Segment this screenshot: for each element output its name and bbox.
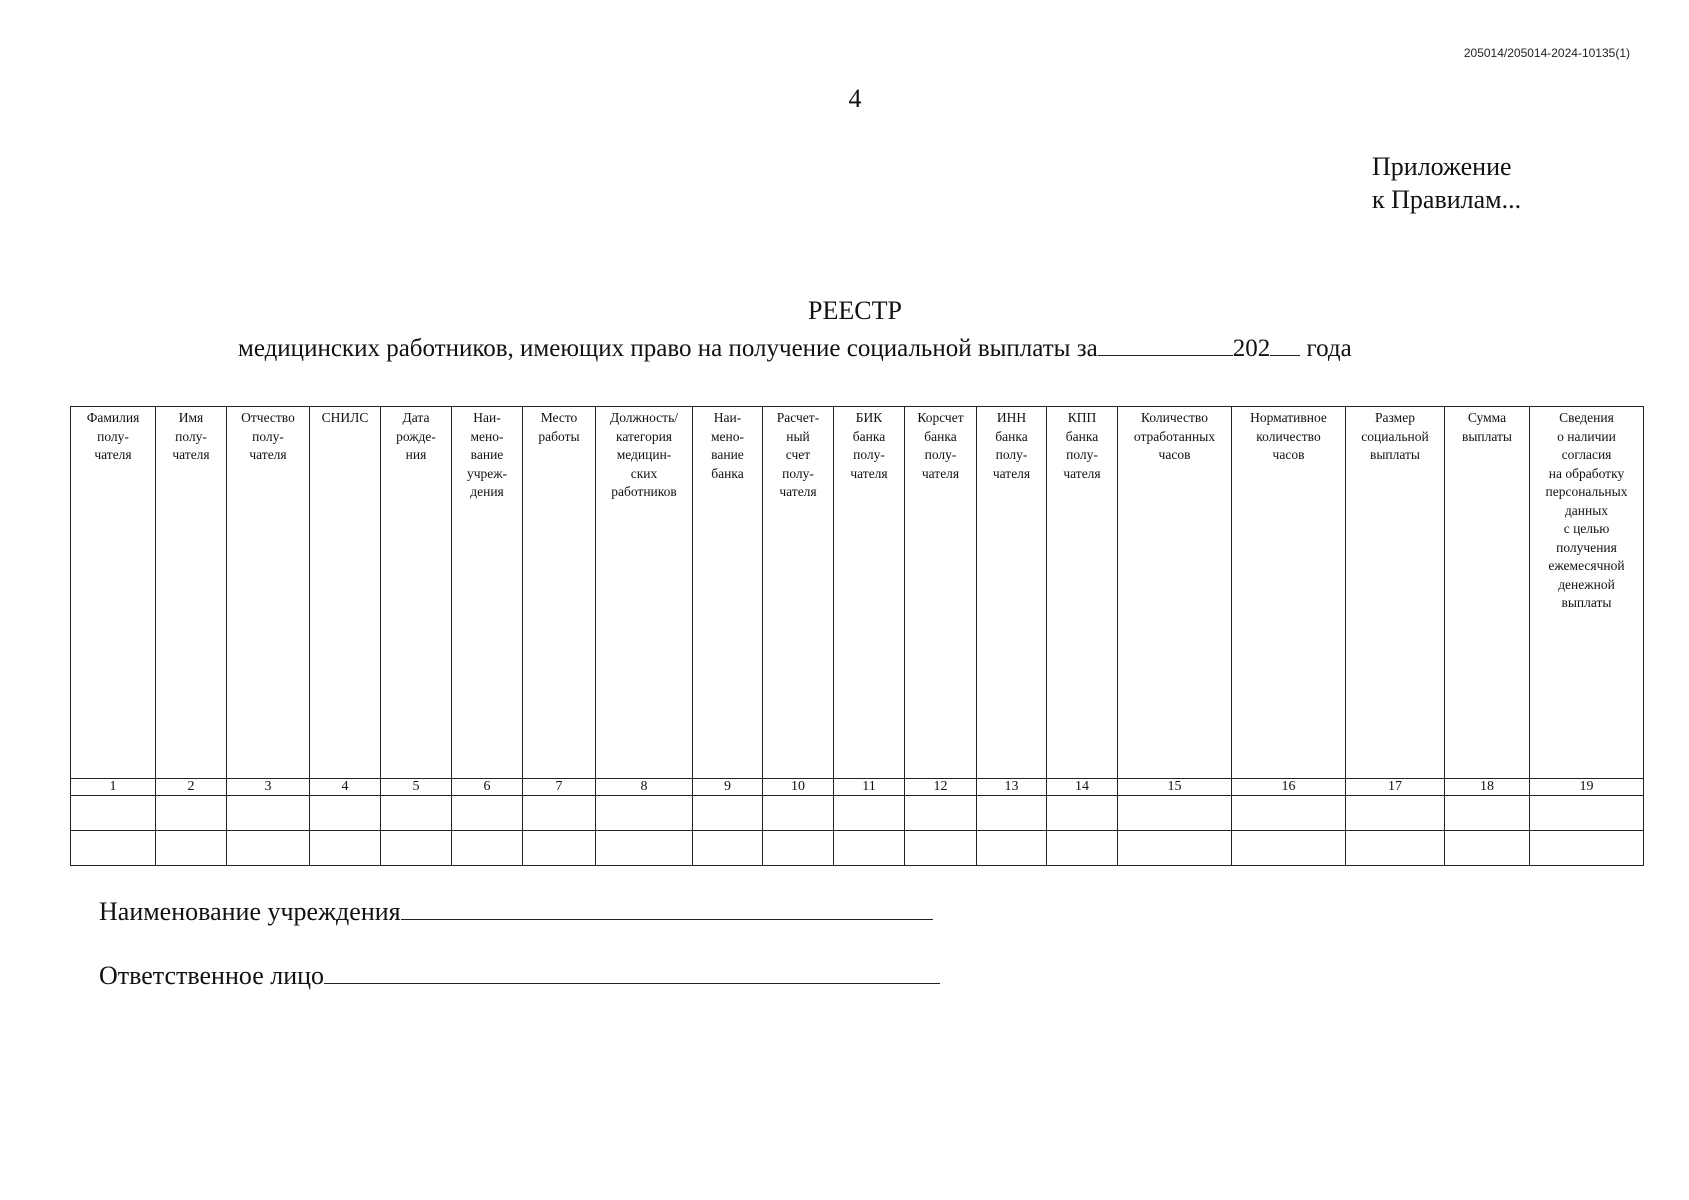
table-cell[interactable] [1346,796,1445,831]
column-number: 17 [1346,779,1445,796]
column-number: 11 [834,779,905,796]
column-header [452,407,523,779]
appendix-line: к Правилам... [1372,185,1522,214]
column-header-line: Сведения [1559,410,1614,425]
table-cell[interactable] [1118,796,1232,831]
table-cell[interactable] [452,831,523,866]
column-header-line: Наи- [473,410,501,425]
column-header-line: полу- [853,447,885,462]
table-cell[interactable] [381,831,452,866]
table-cell[interactable] [1530,796,1644,831]
column-header-line: дения [470,484,504,499]
column-number: 13 [977,779,1047,796]
column-header-line: чателя [779,484,817,499]
table-cell[interactable] [227,796,310,831]
column-header-line: Нормативное [1250,410,1327,425]
column-header-line: банка [1065,428,1099,444]
column-header-line: чателя [921,465,960,481]
column-header-line: чателя [172,447,210,462]
column-header-line: Имя [178,410,204,425]
column-header-line: количество [1256,428,1321,444]
appendix-note [1372,150,1521,216]
column-header-line: полу- [97,428,129,444]
column-header-line: работы [538,428,580,444]
column-header [977,407,1047,779]
column-header [227,407,310,779]
column-header-line: чателя [850,465,888,481]
column-header-line: чателя [249,447,287,462]
column-number: 14 [1047,779,1118,796]
column-header-line: чателя [992,465,1031,481]
column-header-line: вание [470,447,504,462]
column-header-line: полу- [252,428,284,444]
table-cell[interactable] [156,796,227,831]
subtitle-suffix: года [1306,335,1352,362]
column-header [1445,407,1530,779]
column-header [763,407,834,779]
column-header-line: категория [615,428,673,444]
subtitle-text: медицинских работников, имеющих право на получение социальной выплаты за [238,335,1098,362]
table-cell[interactable] [977,831,1047,866]
column-header-line: на обработку [1548,465,1625,481]
column-header-line: учреж- [466,465,508,481]
table-cell[interactable] [310,831,381,866]
column-header-line: чателя [94,447,132,462]
table-cell[interactable] [1232,796,1346,831]
table-cell[interactable] [71,831,156,866]
column-header-line: ный [786,428,810,444]
table-cell[interactable] [834,831,905,866]
column-header-line: Должность/ [610,410,678,425]
column-header-line: ских [630,465,658,481]
column-header-line: Место [540,410,578,425]
table-cell[interactable] [71,796,156,831]
column-header-line: Отчество [241,410,295,425]
responsible-field [99,957,940,991]
column-header-line: мено- [470,428,504,444]
column-header-line: БИК [855,410,883,425]
column-header-line: полу- [175,428,207,444]
table-cell[interactable] [310,796,381,831]
column-number: 18 [1445,779,1530,796]
table-cell[interactable] [1346,831,1445,866]
column-number: 12 [905,779,977,796]
table-cell[interactable] [381,796,452,831]
table-cell[interactable] [523,831,596,866]
column-header [381,407,452,779]
table-cell[interactable] [596,796,693,831]
column-number: 1 [71,779,156,796]
column-header-line: рожде- [396,428,436,444]
institution-field [99,893,933,927]
column-header-line: полу- [1066,447,1098,462]
table-cell[interactable] [763,796,834,831]
table-cell[interactable] [227,831,310,866]
column-header-line: выплаты [1461,428,1513,444]
column-header-line: о наличии [1557,428,1616,444]
column-number: 6 [452,779,523,796]
appendix-line: Приложение [1372,152,1512,181]
column-number: 9 [693,779,763,796]
responsible-label: Ответственное лицо [99,961,325,990]
column-header-line: выплаты [1561,595,1612,610]
column-header-line: согласия [1561,447,1612,462]
column-header-line: отработанных [1133,428,1216,444]
table-cell[interactable] [1530,831,1644,866]
column-header [1232,407,1346,779]
column-number: 5 [381,779,452,796]
table-cell[interactable] [905,796,977,831]
column-number: 19 [1530,779,1644,796]
column-header-line: банка [924,428,957,444]
column-header-line: Расчет- [776,410,820,425]
column-header-line: полу- [924,447,957,462]
year-prefix: 202 [1232,335,1271,362]
document-subtitle [238,333,1352,363]
column-header-line: социальной [1361,428,1429,444]
column-header-line: работников [611,484,677,499]
document-id: 205014/205014-2024-10135(1) [1463,46,1630,60]
table-cell[interactable] [1445,796,1530,831]
table-cell[interactable] [834,796,905,831]
table-cell[interactable] [452,796,523,831]
column-header-line: Количество [1141,410,1208,425]
column-number: 10 [763,779,834,796]
table-cell[interactable] [523,796,596,831]
column-header-line: вание [711,447,744,462]
table-cell[interactable] [596,831,693,866]
institution-label: Наименование учреждения [99,897,401,926]
column-header-line: банка [711,465,744,481]
column-header-line: КПП [1067,410,1097,425]
table-cell[interactable] [1232,831,1346,866]
column-header-line: счет [785,447,811,462]
column-header-line: с целью [1563,521,1610,536]
column-header-line: банка [995,428,1028,444]
column-header [1118,407,1232,779]
column-header-line: чателя [1063,465,1101,481]
column-header-line: часов [1272,447,1305,462]
table-cell[interactable] [693,796,763,831]
column-header-line: медицин- [616,447,672,462]
column-header-line: ния [405,447,427,462]
column-header-line: Сумма [1467,410,1507,425]
column-header-line: часов [1158,447,1191,462]
column-header-line: СНИЛС [321,410,369,425]
column-header-line: полу- [782,465,814,481]
column-header-line: Фамилия [86,410,140,425]
column-number: 8 [596,779,693,796]
column-header [71,407,156,779]
table-cell[interactable] [977,796,1047,831]
registry-table [70,406,1644,866]
column-header [1047,407,1118,779]
table-cell[interactable] [1047,796,1118,831]
column-header-line: банка [852,428,886,444]
table-cell[interactable] [1118,831,1232,866]
column-header-line: выплаты [1369,447,1421,462]
table-cell[interactable] [693,831,763,866]
table-cell[interactable] [1047,831,1118,866]
column-header-line: ИНН [996,410,1027,425]
month-blank [1098,333,1233,356]
column-header-line: получения [1556,539,1617,555]
column-header [596,407,693,779]
column-header-line: мено- [710,428,744,444]
table-row [71,796,1644,831]
table-header-row [71,407,1644,779]
page-number: 4 [848,84,862,113]
column-number: 15 [1118,779,1232,796]
document-title: РЕЕСТР [808,296,902,325]
table-cell[interactable] [156,831,227,866]
column-numbers-row [71,779,1644,796]
column-header-line: персональных [1545,484,1628,499]
responsible-input-line[interactable] [324,957,940,984]
column-number: 7 [523,779,596,796]
table-row [71,831,1644,866]
column-number: 2 [156,779,227,796]
column-header-line: денежной [1558,576,1615,592]
table-cell[interactable] [905,831,977,866]
column-header-line: Размер [1375,410,1415,425]
column-header [1346,407,1445,779]
column-header [693,407,763,779]
column-header-line: данных [1564,502,1609,518]
year-blank [1270,333,1300,356]
column-header [156,407,227,779]
institution-input-line[interactable] [401,893,933,920]
column-number: 16 [1232,779,1346,796]
column-header-line: Наи- [713,410,742,425]
column-number: 3 [227,779,310,796]
table-cell[interactable] [763,831,834,866]
column-header [905,407,977,779]
column-header [523,407,596,779]
column-header [1530,407,1644,779]
column-header-line: Дата [402,410,430,425]
column-header-line: ежемесячной [1548,558,1625,573]
column-header [310,407,381,779]
column-header-line: Корсчет [917,410,964,425]
column-header-line: полу- [995,447,1028,462]
column-number: 4 [310,779,381,796]
table-cell[interactable] [1445,831,1530,866]
column-header [834,407,905,779]
